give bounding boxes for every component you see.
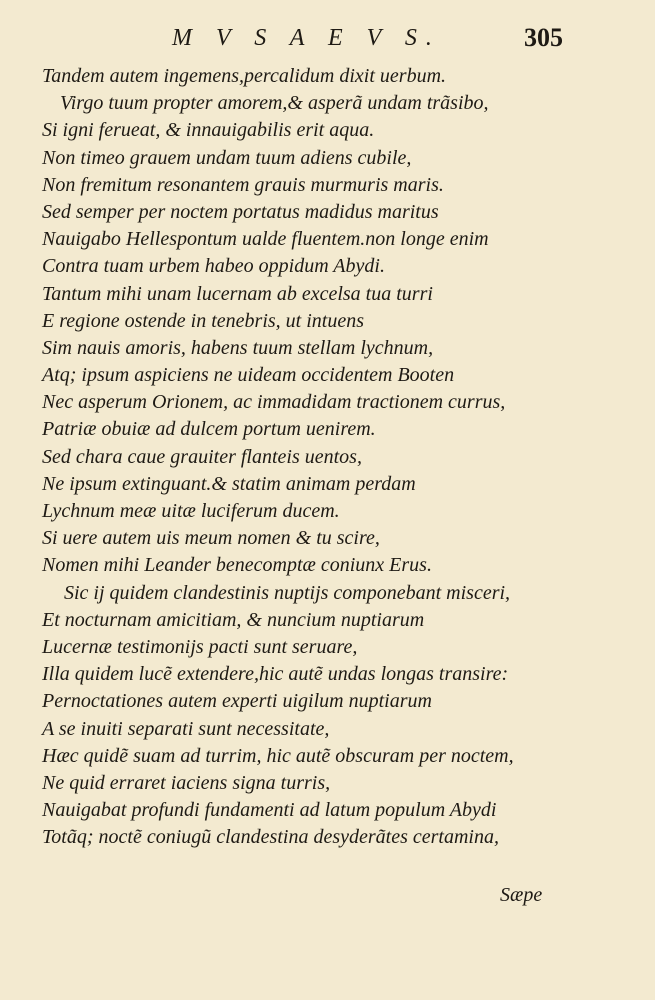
verse-line: Patriæ obuiæ ad dulcem portum uenirem. bbox=[42, 418, 376, 441]
verse-line: Tandem autem ingemens,percalidum dixit uerbum. bbox=[42, 65, 447, 87]
verse-line: Nec asperum Orionem, ac immadidam tractionem currus, bbox=[42, 391, 506, 414]
verse-line: Lychnum meæ uitæ luciferum ducem. bbox=[42, 500, 340, 522]
catchword: Sæpe bbox=[500, 884, 543, 906]
verse-line: A se inuiti separati sunt necessitate, bbox=[42, 717, 330, 740]
verse-line: Sic ij quidem clandestinis nuptijs componebant misceri, bbox=[64, 581, 511, 604]
verse-line: Sed chara caue grauiter flanteis uentos, bbox=[42, 445, 362, 468]
running-title: M V S A E V S. bbox=[172, 25, 441, 51]
verse-line: Totãq; noctẽ coniugũ clandestina desyderãtes certamina, bbox=[42, 826, 499, 849]
verse-block bbox=[0, 63, 655, 851]
verse-line: Atq; ipsum aspiciens ne uideam occidentem Booten bbox=[42, 364, 455, 387]
verse-line: Hæc quidẽ suam ad turrim, hic autẽ obscuram per noctem, bbox=[42, 744, 514, 767]
verse-line: Non fremitum resonantem grauis murmuris maris. bbox=[42, 173, 444, 196]
verse-line: Si igni ferueat, & innauigabilis erit aqua. bbox=[42, 119, 375, 142]
verse-line: Non timeo grauem undam tuum adiens cubile, bbox=[42, 146, 412, 169]
verse-line: Lucernæ testimonijs pacti sunt seruare, bbox=[42, 635, 358, 658]
verse-line: Nauigabo Hellespontum ualde fluentem.non longe enim bbox=[42, 228, 489, 251]
verse-line: Si uere autem uis meum nomen & tu scire, bbox=[42, 527, 380, 550]
verse-line: Sim nauis amoris, habens tuum stellam lychnum, bbox=[42, 336, 434, 359]
verse-line: Sed semper per noctem portatus madidus maritus bbox=[42, 200, 439, 223]
verse-line: Nauigabat profundi fundamenti ad latum populum Abydi bbox=[42, 799, 497, 822]
verse-line: Pernoctationes autem experti uigilum nuptiarum bbox=[42, 690, 432, 713]
verse-line: Tantum mihi unam lucernam ab excelsa tua turri bbox=[42, 282, 433, 305]
verse-line: Ne ipsum extinguant.& statim animam perdam bbox=[42, 472, 416, 495]
verse-line: Illa quidem lucẽ extendere,hic autẽ undas longas transire: bbox=[42, 663, 509, 686]
verse-line: Nomen mihi Leander benecomptæ coniunx Erus. bbox=[42, 554, 432, 577]
verse-line: Et nocturnam amicitiam, & nuncium nuptiarum bbox=[42, 608, 425, 631]
running-head bbox=[0, 22, 655, 56]
verse-line: Ne quid erraret iaciens signa turris, bbox=[42, 771, 331, 794]
verse-line: Contra tuam urbem habeo oppidum Abydi. bbox=[42, 255, 385, 278]
verse-line: E regione ostende in tenebris, ut intuens bbox=[42, 309, 364, 332]
verse-line: Virgo tuum propter amorem,& asperã undam trãsibo, bbox=[60, 92, 489, 115]
page-number: 305 bbox=[524, 23, 563, 52]
